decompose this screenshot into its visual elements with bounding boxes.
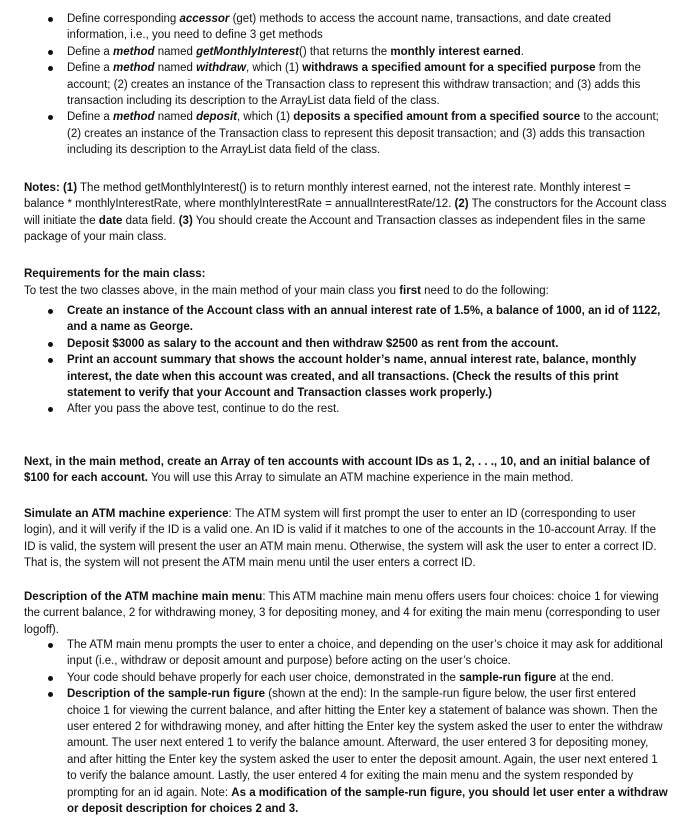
text-run: Define corresponding	[67, 13, 180, 25]
text-run: : The ATM system will first prompt the user to enter an ID (corresponding to user login), and it will verify if the ID is a valid one. An ID is valid if it matches to one of the accounts in the 10-account Array. If the ID is valid, the system will present the user an ATM main menu. Otherwise, the system will ask the user to enter a correct ID. That is, the system will not present the ATM main menu until the user enters a correct ID.	[24, 508, 657, 570]
text-run: Define a	[67, 62, 114, 75]
text-run: named	[154, 45, 197, 58]
bold-text: Notes: (1)	[24, 182, 78, 194]
bullet-item	[24, 670, 669, 686]
emphasis-text: accessor	[179, 13, 230, 25]
bold-text: deposits a specified amount from a specified source	[293, 111, 581, 124]
bullet-item	[24, 352, 669, 401]
bullet-item	[24, 401, 669, 417]
notes-paragraph	[24, 180, 669, 246]
text-run: Define a	[67, 111, 114, 124]
bold-text: Deposit $3000 as salary to the account and then withdraw $2500 as rent from the account.	[67, 337, 559, 350]
text-run: .	[520, 45, 524, 58]
bullet-item	[24, 109, 669, 158]
text-run: from the account; (2) creates an instance of the Transaction class to represent this withdraw transaction; and (3) adds this transaction including its description to the ArrayList data field of the class.	[67, 62, 641, 108]
text-run: to the account; (2) creates an instance of the Transaction class to represent this deposit transaction; and (3) adds this transaction including its description to the ArrayList data field of the class.	[67, 111, 659, 157]
text-run: data field.	[122, 214, 179, 227]
text-run: The method getMonthlyInterest() is to return monthly interest earned, not the interest rate. Monthly interest = balance * monthlyInterestRate, where monthlyInterestRate = annualInterestRate/12.	[24, 182, 631, 211]
text-run: Define a	[67, 45, 114, 58]
text-run: () that returns the	[299, 45, 391, 58]
bold-text: (3)	[178, 214, 193, 227]
bullet-item	[24, 336, 669, 352]
bullet-item	[24, 60, 669, 109]
bold-text: Description of the sample-run figure	[67, 688, 266, 701]
bullet-item	[24, 11, 669, 44]
simulate-atm-paragraph	[24, 506, 669, 572]
text-run: at the end.	[556, 671, 614, 684]
text-run: After you pass the above test, continue to do the rest.	[67, 403, 340, 416]
text-run: (get) methods to access the account name, transactions, and date created information, i.e., you need to define 3 get methods	[67, 13, 612, 42]
text-run: named	[154, 62, 197, 75]
atm-menu-description-paragraph	[24, 589, 669, 638]
requirements-list	[24, 303, 669, 418]
method-definitions-list	[24, 11, 669, 159]
requirements-heading	[24, 266, 669, 282]
text-run: , which (1)	[237, 111, 294, 124]
emphasis-text: method	[113, 45, 155, 58]
emphasis-text: deposit	[196, 111, 238, 124]
text-run: To test the two classes above, in the main method of your main class you	[24, 285, 400, 297]
bold-text: sample-run figure	[459, 671, 557, 684]
text-run: need to do the following:	[420, 285, 549, 297]
bullet-item	[24, 44, 669, 60]
bold-text: withdraws a specified amount for a specified purpose	[302, 62, 596, 75]
text-run: named	[154, 111, 197, 124]
text-run: Your code should behave properly for each user choice, demonstrated in the	[67, 671, 460, 684]
bold-text: Simulate an ATM machine experience	[24, 508, 229, 520]
bold-text: (2)	[454, 198, 469, 211]
emphasis-text: getMonthlyInterest	[196, 45, 299, 58]
bold-text: Create an instance of the Account class with an annual interest rate of 1.5%, a balance of 1000, an id of 1122, and a name as George.	[67, 305, 661, 334]
text-run: , which (1)	[245, 62, 303, 75]
bold-text: Next, in the main method, create an Array of ten accounts with account IDs as 1, 2, . . ., 10, and an initial balance of $100 for each account.	[24, 456, 650, 485]
bold-text: first	[399, 285, 421, 297]
bullet-item	[24, 637, 669, 670]
bold-text: Description of the ATM machine main menu	[24, 591, 263, 603]
bold-text: As a modification of the sample-run figure, you should let user enter a withdraw or deposit description for choices 2 and 3.	[67, 786, 668, 816]
text-run: The constructors for the Account class will initiate the	[24, 198, 667, 227]
text-run: You should create the Account and Transaction classes as independent files in the same package of your main class.	[24, 214, 646, 244]
emphasis-text: withdraw	[196, 62, 246, 75]
bullet-item	[24, 686, 669, 817]
bullet-item	[24, 303, 669, 336]
emphasis-text: method	[113, 111, 155, 124]
bold-text: Print an account summary that shows the account holder’s name, annual interest rate, balance, monthly interest, the date when this account was created, and all transactions. (Check the results of this print statement to verify that your Account and Transaction classes work properly.)	[67, 354, 637, 400]
bold-text: monthly interest earned	[390, 45, 521, 58]
text-run: (shown at the end): In the sample-run figure below, the user first entered choice 1 for viewing the current balance, and after hitting the Enter key a statement of balance was shown. Then the user entered 2 for withdrawing money, and after hitting the Enter key the system asked the user to enter the withdraw amount. The user next entered 1 to verify the balance amount. Afterward, the user entered 3 for depositing money, and after hitting the Enter key the system asked the user to enter the deposit amount. Again, the user next entered 1 to verify the balance amount. Lastly, the user entered 4 for exiting the main menu and the system responded by prompting for an id again. Note:	[67, 688, 663, 799]
emphasis-text: method	[113, 62, 155, 75]
requirements-intro	[24, 283, 669, 299]
text-run: : This ATM machine main menu offers users four choices: choice 1 for viewing the current balance, 2 for withdrawing money, 3 for depositing money, and 4 for exiting the main menu (corresponding to user logoff).	[24, 591, 661, 636]
bold-text: Requirements for the main class:	[24, 268, 206, 280]
text-run: You will use this Array to simulate an ATM machine experience in the main method.	[148, 472, 574, 485]
next-paragraph	[24, 454, 669, 487]
atm-menu-details-list	[24, 637, 669, 817]
bold-text: date	[98, 214, 123, 227]
text-run: The ATM main menu prompts the user to enter a choice, and depending on the user’s choice it may ask for additional input (i.e., withdraw or deposit amount and purpose) before acting on the user’s choice.	[67, 639, 663, 668]
